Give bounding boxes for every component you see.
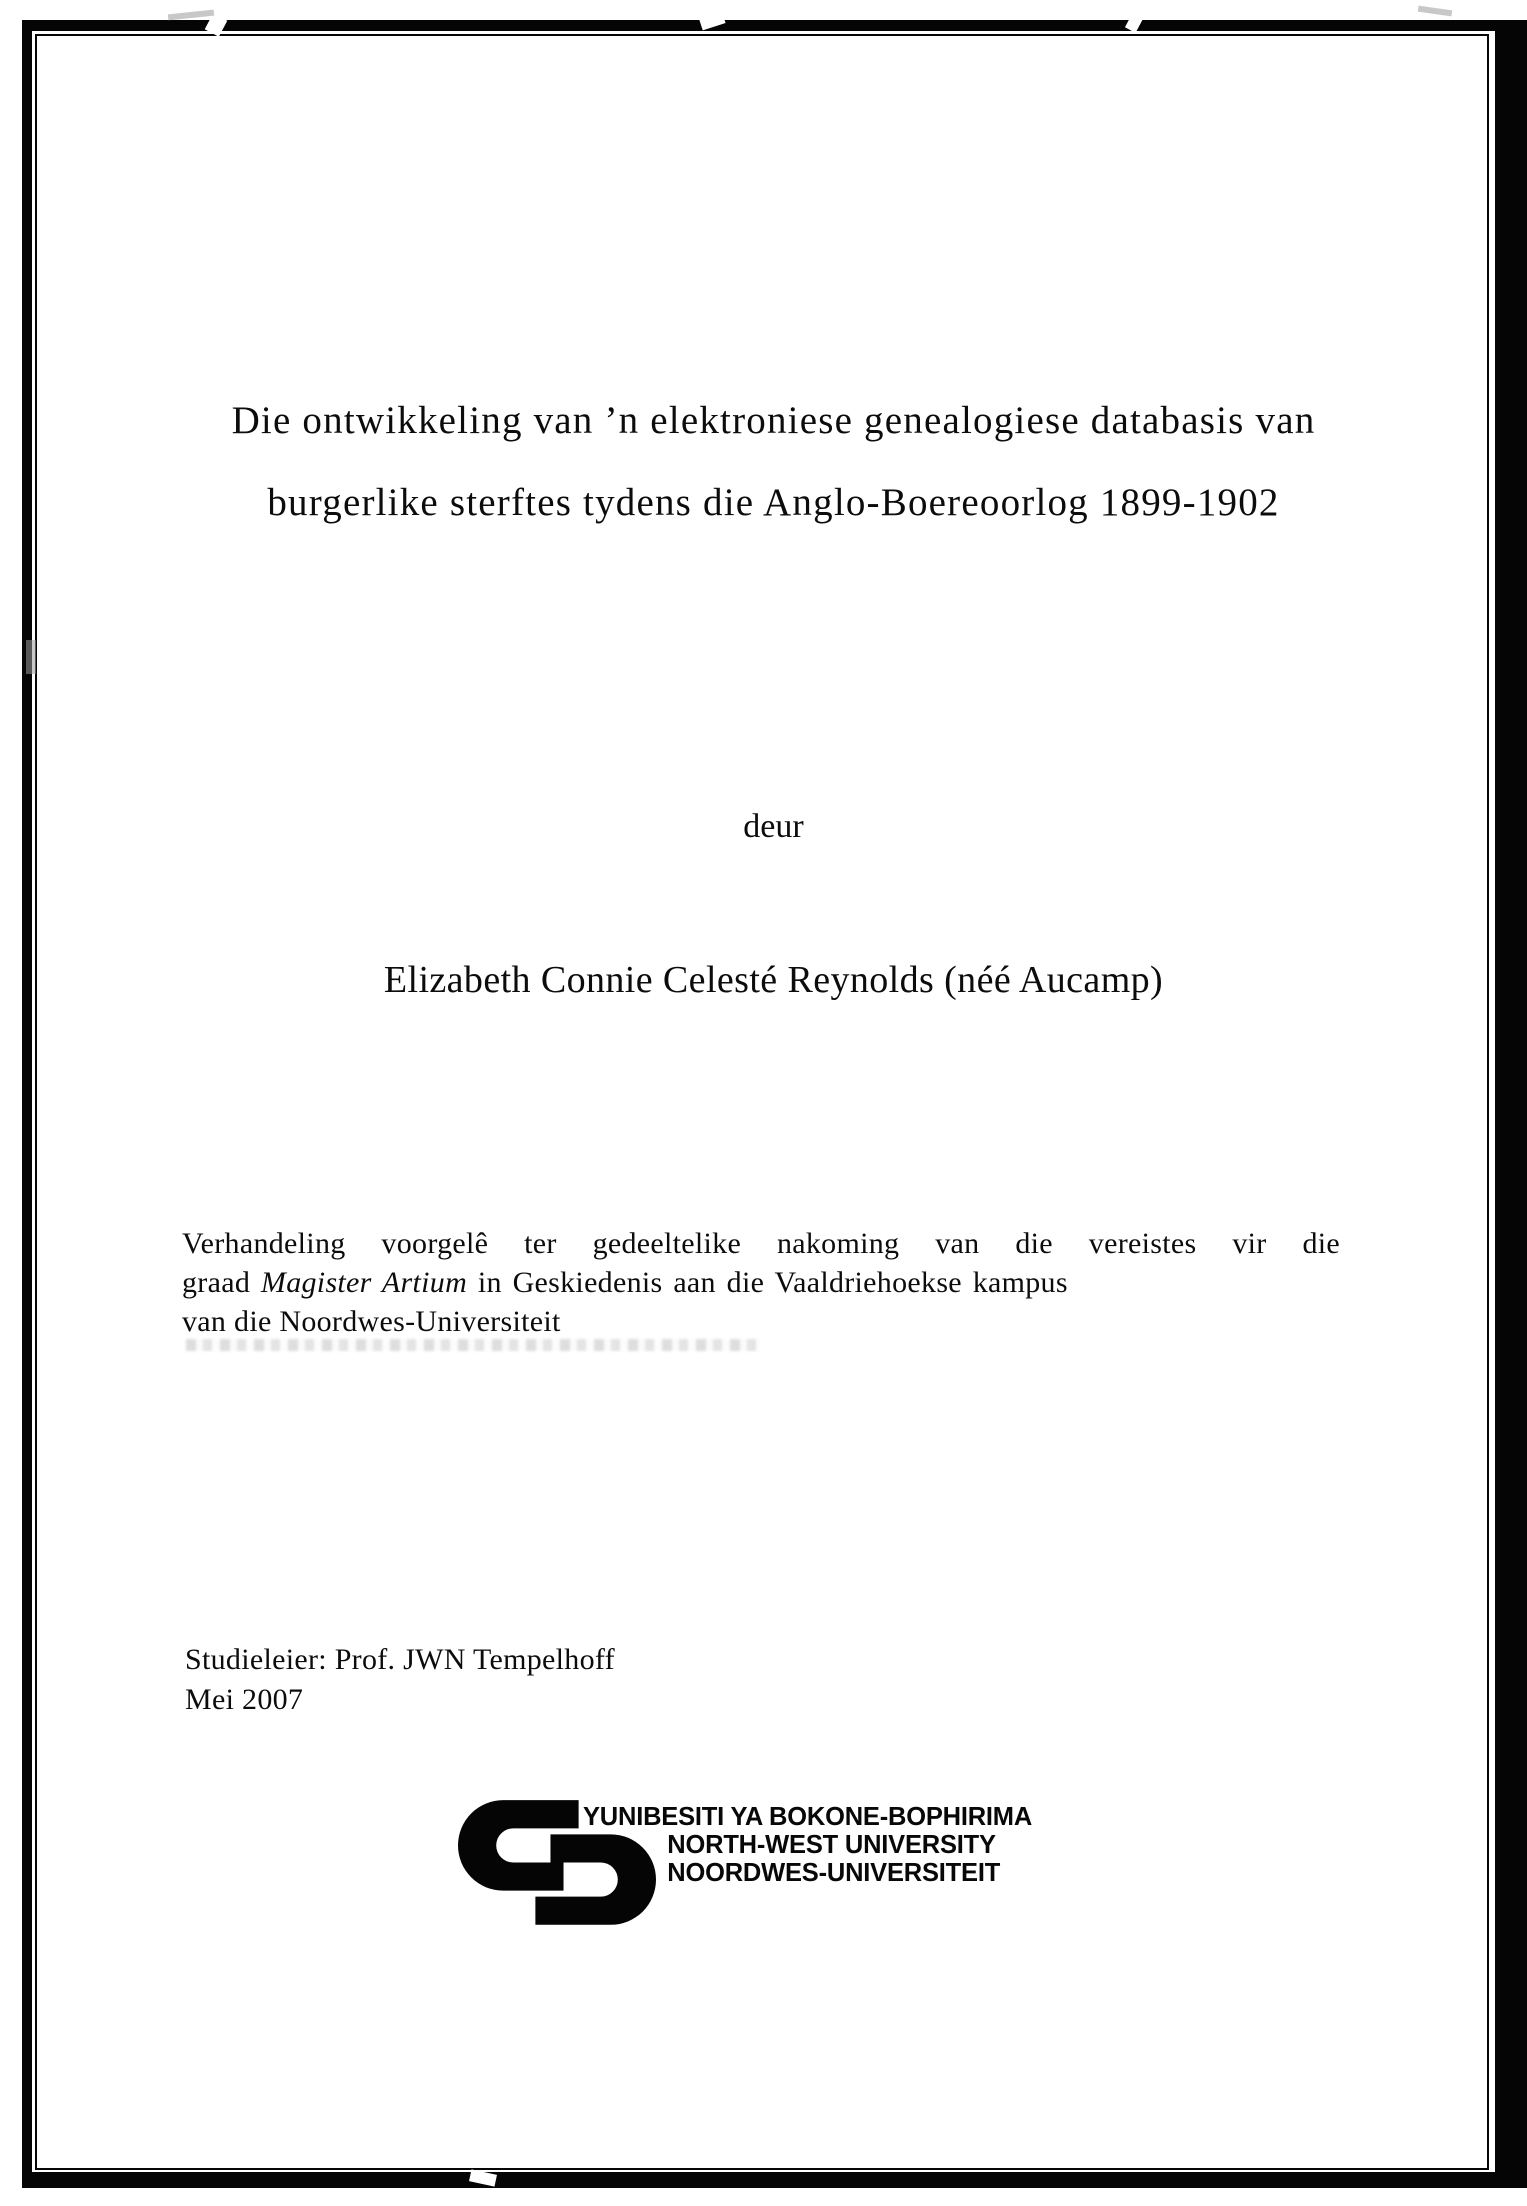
supervisor-block	[185, 1640, 615, 1720]
title-line-2: burgerlike sterftes tydens die Anglo-Boereoorlog 1899-1902	[267, 481, 1280, 524]
nwu-wordmark	[583, 1802, 1032, 1886]
thesis-statement	[182, 1224, 1340, 1341]
statement-line-2	[182, 1263, 1340, 1302]
supervisor-line: Studieleier: Prof. JWN Tempelhoff	[185, 1643, 615, 1676]
statement-line-3: van die Noordwes-Universiteit	[182, 1305, 561, 1338]
degree-name-italic: Magister Artium	[260, 1266, 468, 1299]
statement-line-2-pre: graad	[182, 1266, 261, 1299]
wordmark-line-3: NOORDWES-UNIVERSITEIT	[667, 1857, 1001, 1887]
statement-line-1: Verhandeling voorgelê ter gedeeltelike nakoming van die vereistes vir die	[182, 1227, 1340, 1260]
author-name: Elizabeth Connie Celesté Reynolds (néé Aucamp)	[383, 959, 1164, 1001]
date-line: Mei 2007	[185, 1683, 304, 1716]
bleed-through-artifact	[186, 1339, 761, 1351]
thesis-title	[20, 380, 1527, 544]
title-line-1: Die ontwikkeling van ’n elektroniese genealogiese databasis van	[231, 399, 1316, 442]
byline-deur: deur	[743, 808, 804, 845]
scan-artifact	[1418, 6, 1453, 17]
wordmark-line-1: YUNIBESITI YA BOKONE-BOPHIRIMA	[583, 1801, 1033, 1831]
statement-line-2-post: in Geskiedenis aan die Vaaldriehoekse kampus	[467, 1266, 1068, 1299]
scan-artifact	[26, 640, 36, 674]
wordmark-line-2: NORTH-WEST UNIVERSITY	[667, 1829, 996, 1859]
scan-artifact	[168, 10, 214, 21]
